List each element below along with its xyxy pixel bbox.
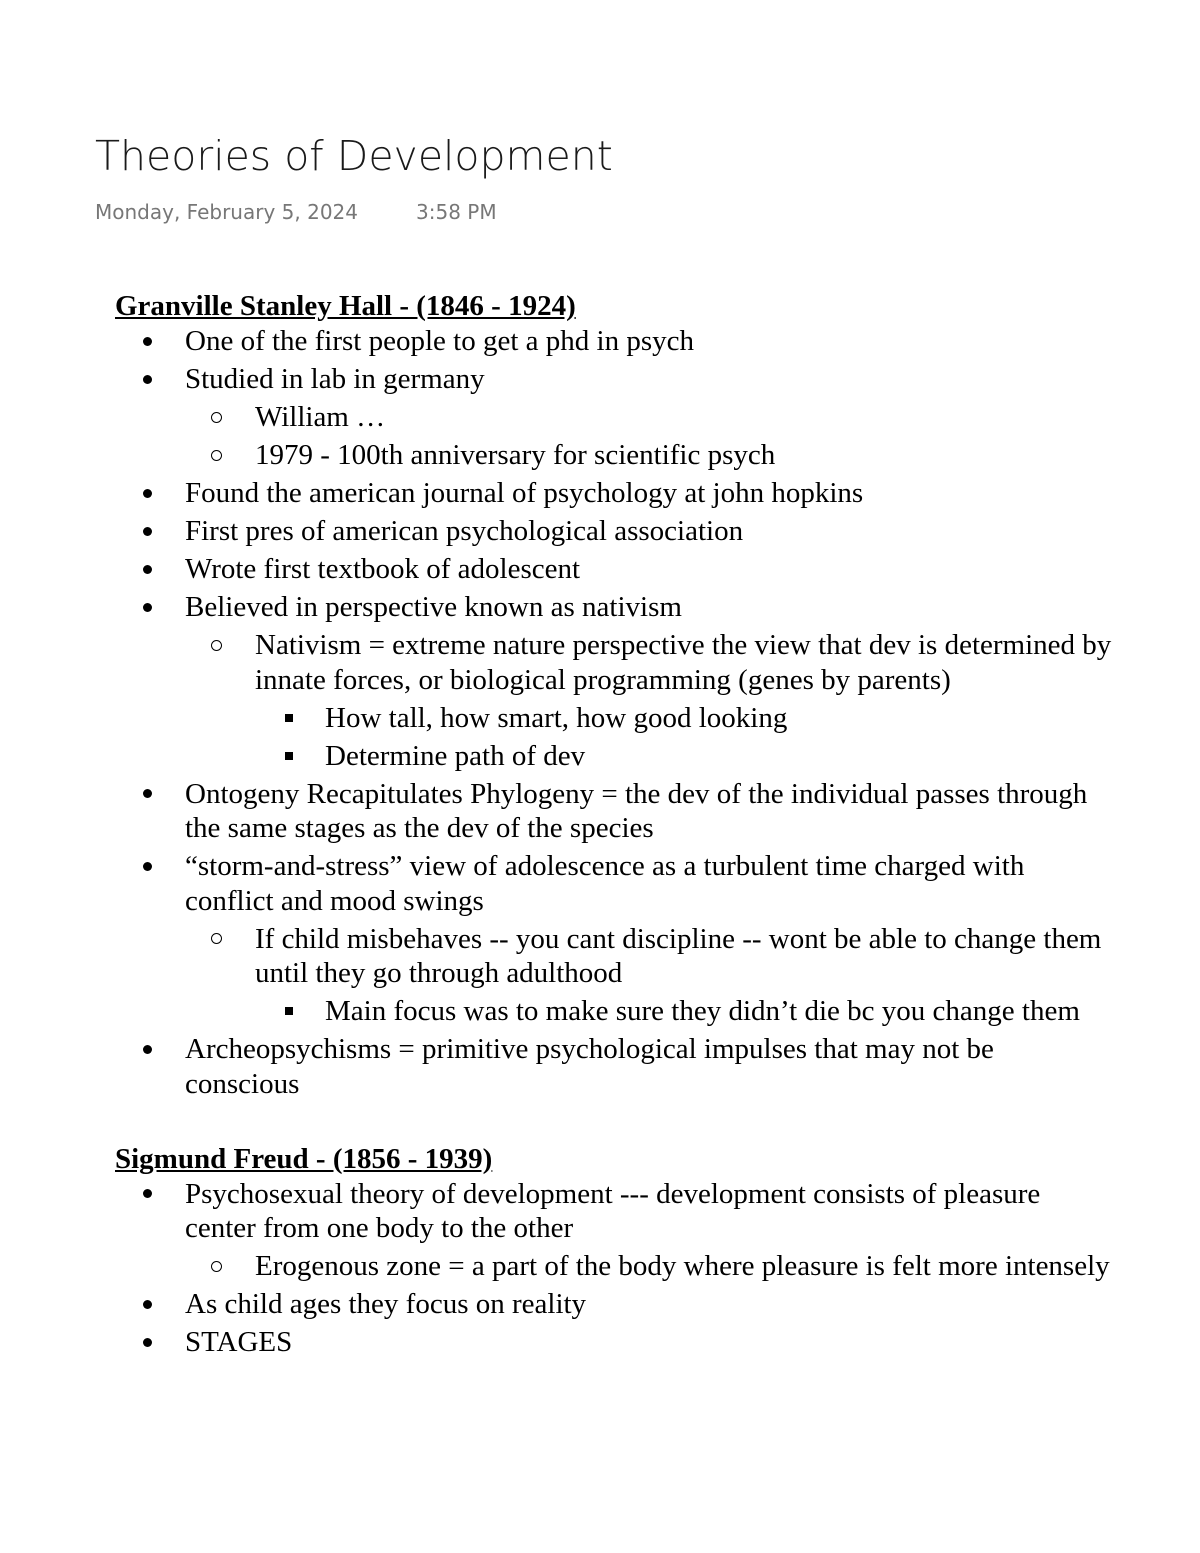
list-item-text: How tall, how smart, how good looking <box>325 701 788 734</box>
list-item-text: Psychosexual theory of development --- development consists of pleasure center from one body to the other <box>185 1177 1041 1244</box>
list-item-text: William … <box>255 401 386 433</box>
section-heading: Sigmund Freud - (1856 - 1939) <box>115 1142 493 1175</box>
list-item <box>115 438 1115 473</box>
list-item-text: As child ages they focus on reality <box>185 1288 587 1320</box>
list-item <box>115 1249 1115 1284</box>
bullet-circle-icon <box>211 1249 222 1284</box>
list-item-text: “storm-and-stress” view of adolescence as a turbulent time charged with conflict and mood swings <box>185 850 1025 917</box>
bullet-dot-icon <box>143 514 152 549</box>
bullet-dot-icon <box>143 1325 152 1360</box>
list-item <box>115 849 1115 918</box>
page-date: Monday, February 5, 2024 <box>95 200 358 224</box>
list-item <box>115 922 1115 991</box>
list-item <box>115 1325 1115 1360</box>
list-item <box>115 324 1115 359</box>
page-time: 3:58 PM <box>416 200 497 224</box>
list-item-text: Erogenous zone = a part of the body where pleasure is felt more intensely <box>255 1250 1110 1282</box>
list-item-text: Found the american journal of psychology at john hopkins <box>185 477 864 509</box>
note-content <box>115 288 1115 1363</box>
bullet-dot-icon <box>143 476 152 511</box>
bullet-dot-icon <box>143 1287 152 1322</box>
bullet-dot-icon <box>143 849 152 884</box>
list-item <box>115 552 1115 587</box>
bullet-square-icon <box>285 701 293 736</box>
list-item <box>115 994 1115 1029</box>
list-item <box>115 476 1115 511</box>
section-gap <box>115 1105 1115 1141</box>
list-item <box>115 739 1115 774</box>
list-item <box>115 1032 1115 1101</box>
list-item-text: Believed in perspective known as nativism <box>185 591 682 623</box>
list-item <box>115 400 1115 435</box>
bullet-dot-icon <box>143 1177 152 1212</box>
list-item-text: Ontogeny Recapitulates Phylogeny = the dev of the individual passes through the same stages as the dev of the species <box>185 777 1088 844</box>
list-item-text: Determine path of dev <box>325 739 586 772</box>
bullet-square-icon <box>285 739 293 774</box>
list-item-text: First pres of american psychological association <box>185 515 744 547</box>
list-item <box>115 362 1115 397</box>
page-title: Theories of Development <box>95 132 613 180</box>
list-item-text: Wrote first textbook of adolescent <box>185 553 581 585</box>
list-item-text: 1979 - 100th anniversary for scientific psych <box>255 439 776 471</box>
bullet-dot-icon <box>143 590 152 625</box>
list-item-text: If child misbehaves -- you cant discipline -- wont be able to change them until they go through adulthood <box>255 922 1102 989</box>
list-item <box>115 1287 1115 1322</box>
list-item-text: One of the first people to get a phd in psych <box>185 325 694 357</box>
bullet-circle-icon <box>211 922 222 957</box>
page-meta <box>95 200 497 224</box>
list-item-text: Nativism = extreme nature perspective the view that dev is determined by innate forces, or biological programming (genes by parents) <box>255 629 1112 696</box>
list-item <box>115 514 1115 549</box>
list-item <box>115 777 1115 846</box>
bullet-dot-icon <box>143 777 152 812</box>
section-heading: Granville Stanley Hall - (1846 - 1924) <box>115 290 576 322</box>
bullet-square-icon <box>285 994 293 1029</box>
list-item <box>115 701 1115 736</box>
list-item <box>115 1177 1115 1246</box>
list-item-text: Main focus was to make sure they didn’t die bc you change them <box>325 995 1080 1027</box>
list-item-text: Studied in lab in germany <box>185 363 485 395</box>
bullet-circle-icon <box>211 438 222 473</box>
list-item-text: STAGES <box>185 1326 293 1358</box>
list-item <box>115 628 1115 697</box>
bullet-dot-icon <box>143 324 152 359</box>
bullet-dot-icon <box>143 362 152 397</box>
bullet-circle-icon <box>211 400 222 435</box>
list-item-text: Archeopsychisms = primitive psychological impulses that may not be conscious <box>185 1033 994 1100</box>
bullet-dot-icon <box>143 552 152 587</box>
list-item <box>115 590 1115 625</box>
bullet-dot-icon <box>143 1032 152 1067</box>
bullet-circle-icon <box>211 628 222 663</box>
